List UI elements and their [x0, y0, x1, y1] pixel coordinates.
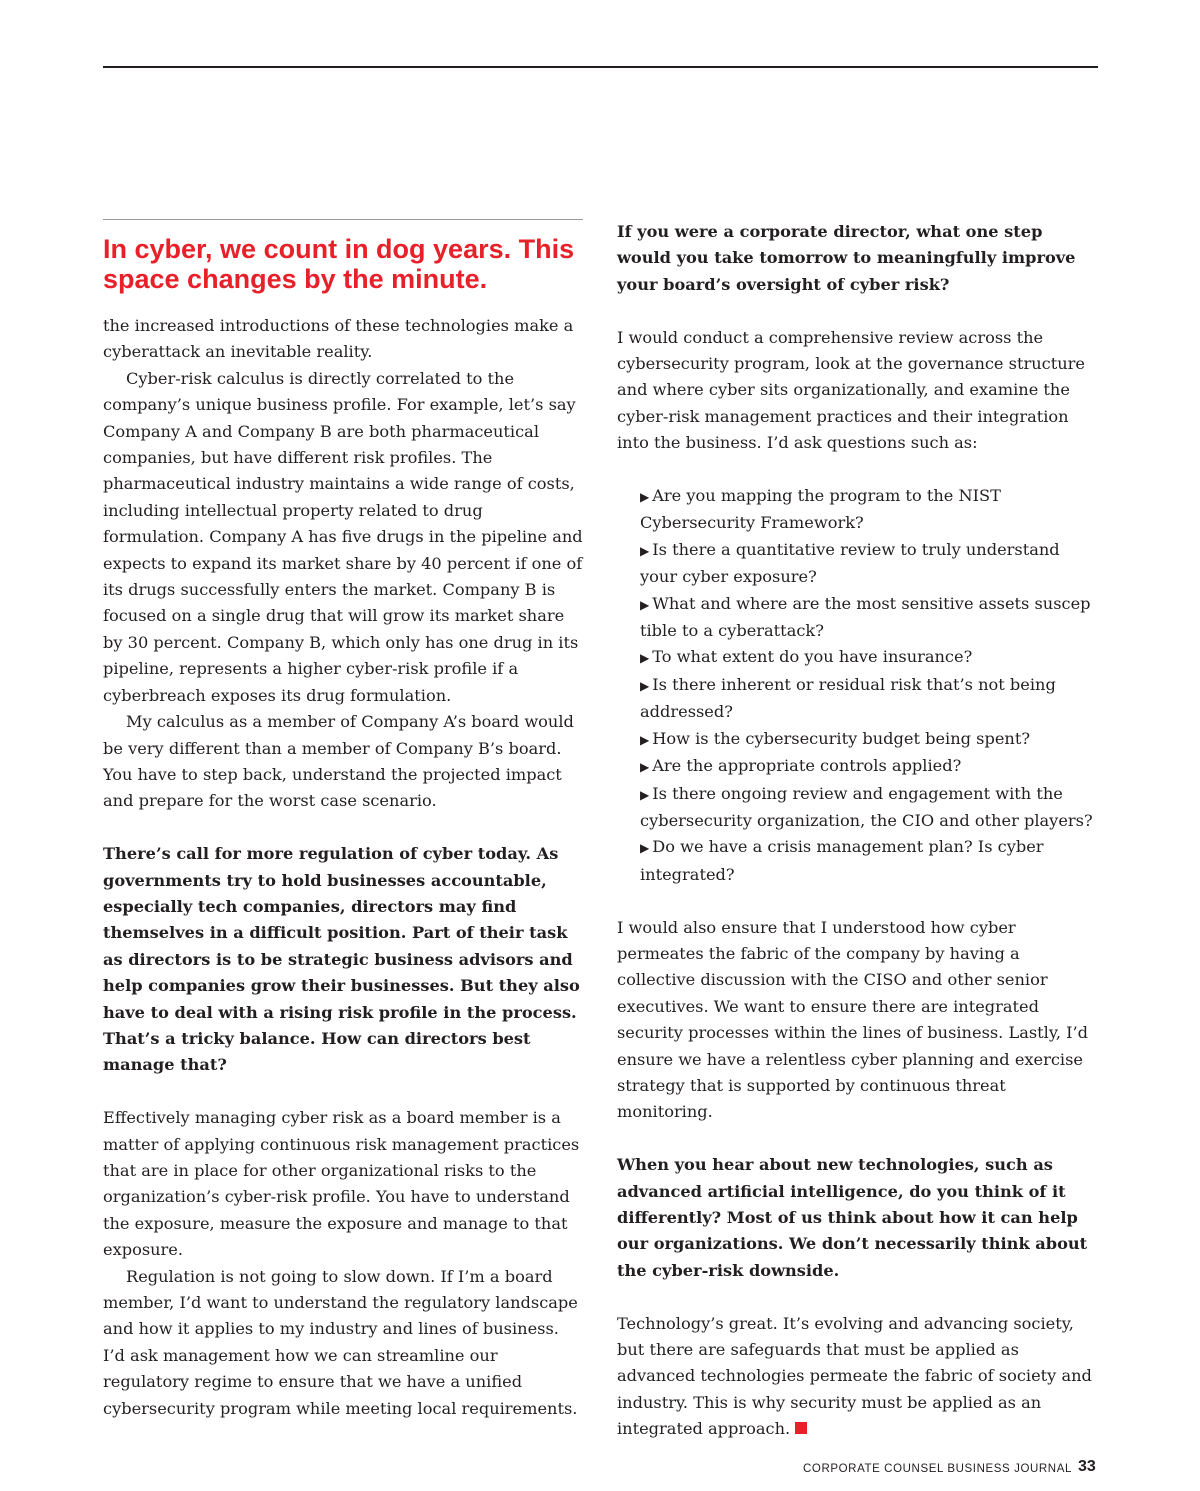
- pull-quote: In cyber, we count in dog years. This space changes by the minute.: [103, 234, 575, 294]
- list-item: ▶ To what extent do you have insurance?: [640, 647, 973, 667]
- paragraph: Effectively managing cyber risk as a board member is a matter of applying continuous risk management practices that are in place for other organizational risks to the organization’s cyber-risk profile. You have to understand the exposure, measure the exposure and manage to that exposure.: [103, 1108, 580, 1260]
- list-item: ▶ Is there a quantitative review to truly understand your cyber exposure?: [640, 539, 1060, 587]
- page-number: 33: [1078, 1458, 1096, 1475]
- triangle-bullet-icon: ▶: [640, 678, 650, 693]
- top-rule: [103, 66, 1098, 68]
- paragraph: Cyber-risk calculus is directly correlated to the company’s unique business profile. For example, let’s say Company A and Company B are both pharmaceutical companies, but have different risk profiles. The pharmaceutical industry maintains a wide range of costs, including intellectual property related to drug formulation. Company A has five drugs in the pipeline and expects to expand its market share by 40 percent if one of its drugs successfully enters the market. Company B is focused on a single drug that will grow its market share by 30 percent. Company B, which only has one drug in its pipeline, represents a higher cyber-risk profile if a cyberbreach exposes its drug formulation.: [103, 368, 583, 705]
- triangle-bullet-icon: ▶: [640, 543, 650, 558]
- interview-question: If you were a corporate director, what one step would you take tomorrow to meaningfully improve your board’s oversight of cyber risk?: [617, 222, 1076, 294]
- triangle-bullet-icon: ▶: [640, 490, 650, 505]
- list-item: ▶ Is there inherent or residual risk that’s not being addressed?: [640, 674, 1056, 722]
- triangle-bullet-icon: ▶: [640, 597, 650, 612]
- paragraph: Regulation is not going to slow down. If I’m a board member, I’d want to understand the regulatory landscape and how it applies to my industry and lines of business. I’d ask management how we can streamline our regulatory regime to ensure that we have a unified cybersecurity program while meeting local requirements.: [103, 1266, 578, 1418]
- triangle-bullet-icon: ▶: [640, 787, 650, 802]
- end-mark-icon: [795, 1422, 807, 1434]
- list-item: ▶ What and where are the most sensitive assets suscep tible to a cyberattack?: [640, 593, 1091, 641]
- interview-question: When you hear about new technologies, such as advanced artificial intelligence, do you think of it differently? Most of us think about how it can help our organizations. We don’t necessarily think about the cyber-risk downside.: [617, 1155, 1088, 1280]
- question-list: [617, 483, 1097, 888]
- triangle-bullet-icon: ▶: [640, 732, 650, 747]
- paragraph: Technology’s great. It’s evolving and advancing society, but there are safeguards that must be applied as advanced technologies permeate the fabric of society and industry. This is why security must be applied as an integrated approach.: [617, 1313, 1092, 1439]
- list-item: ▶ Are you mapping the program to the NIST Cybersecurity Framework?: [640, 486, 1001, 533]
- list-item: ▶ Do we have a crisis management plan? Is cyber integrated?: [640, 837, 1044, 884]
- triangle-bullet-icon: ▶: [640, 841, 650, 856]
- triangle-bullet-icon: ▶: [640, 760, 650, 775]
- journal-name: CORPORATE COUNSEL BUSINESS JOURNAL: [803, 1463, 1072, 1475]
- interview-question: There’s call for more regulation of cyber today. As governments try to hold businesses accountable, especially tech companies, directors may find themselves in a difficult position. Part of their task as directors is to be strategic business advisors and help companies grow their businesses. But they also have to deal with a rising risk profile in the process. That’s a tricky balance. How can directors best manage that?: [103, 844, 580, 1075]
- paragraph: My calculus as a member of Company A’s board would be very different than a member of Company B’s board. You have to step back, understand the projected impact and prepare for the worst case scenario.: [103, 712, 574, 811]
- left-column: [103, 219, 583, 1422]
- list-item: ▶ Is there ongoing review and engagement with the cybersecurity organization, the CIO and other players?: [640, 783, 1093, 830]
- paragraph: I would conduct a comprehensive review across the cybersecurity program, look at the governance structure and where cyber sits organizationally, and examine the cyber-risk management practices and their integration into the business. I’d ask questions such as:: [617, 327, 1085, 453]
- triangle-bullet-icon: ▶: [640, 651, 650, 666]
- paragraph: the increased introductions of these technologies make a cyberattack an inevitable reality.: [103, 316, 574, 362]
- list-item: ▶ Are the appropriate controls applied?: [640, 756, 962, 776]
- paragraph: I would also ensure that I understood how cyber permeates the fabric of the company by having a collective discussion with the CISO and other senior executives. We want to ensure there are integrated security processes within the lines of business. Lastly, I’d ensure we have a relentless cyber planning and exercise strategy that is supported by continuous threat monitoring.: [617, 917, 1089, 1122]
- list-item: ▶ How is the cybersecurity budget being spent?: [640, 728, 1031, 748]
- right-column: [617, 219, 1097, 1443]
